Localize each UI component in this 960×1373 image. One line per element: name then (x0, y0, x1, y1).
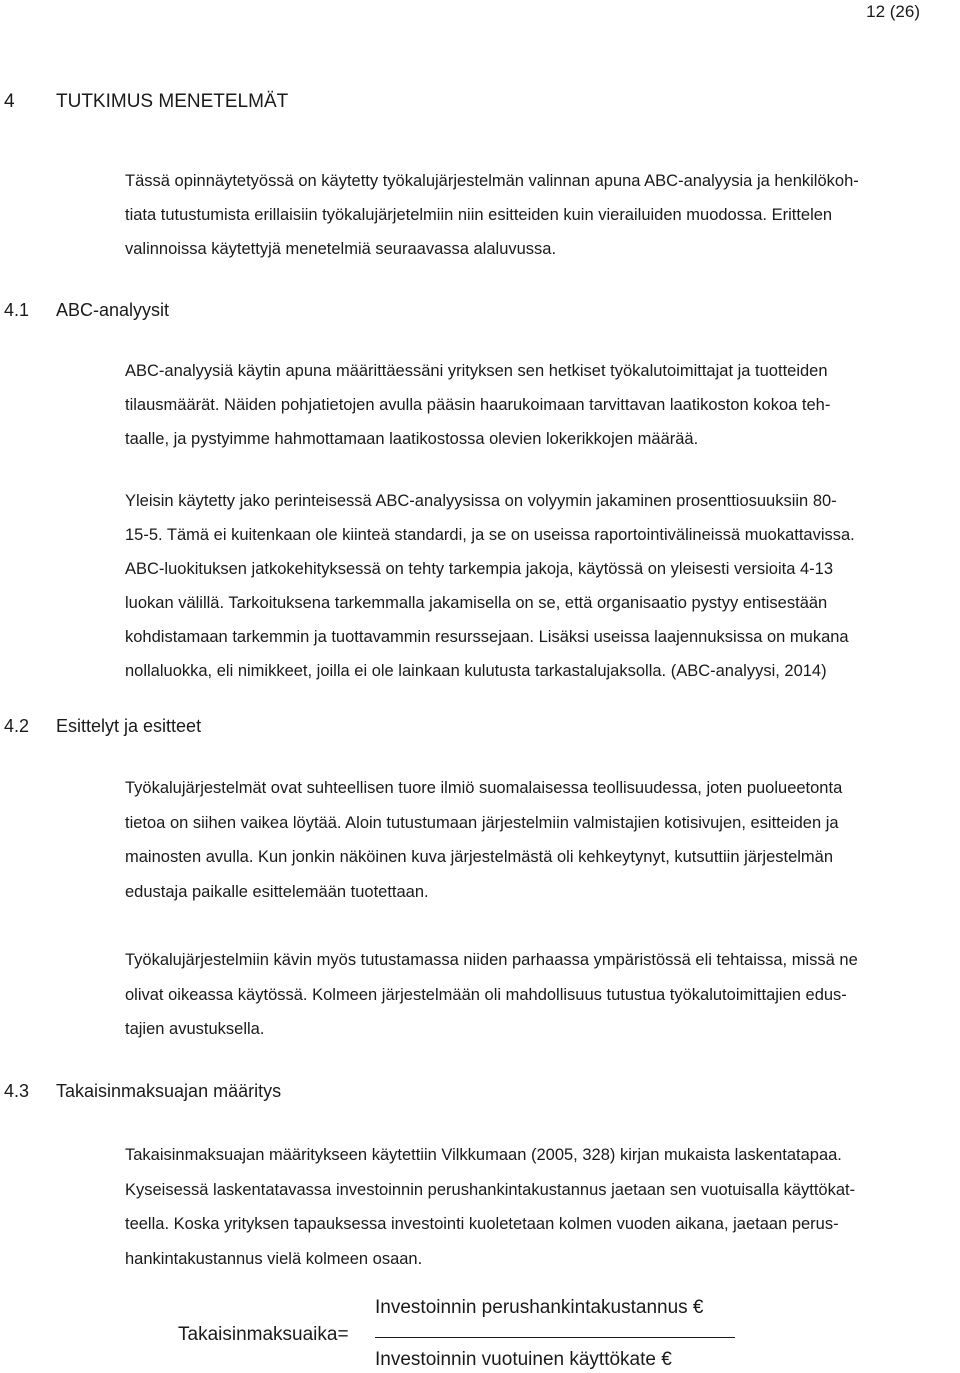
paragraph-line: Kyseisessä laskentatavassa investoinnin perushankintakustannus jaetaan sen vuotuisalla käyttökat- (125, 1180, 856, 1199)
section-4-2-paragraph-1 (125, 771, 945, 909)
fraction-bar (375, 1337, 735, 1338)
paragraph-line: Tässä opinnäytetyössä on käytetty työkalujärjestelmän valinnan apuna ABC-analyysia ja henkilökoh- (125, 172, 859, 190)
formula-denominator: Investoinnin vuotuinen käyttökate € (375, 1349, 672, 1370)
paragraph-line: tietoa on siihen vaikea löytää. Aloin tutustumaan järjestelmiin valmistajien kotisivujen, esitteiden ja (125, 813, 839, 832)
section-heading-4-2 (4, 716, 201, 737)
section-4-1-paragraph-1 (125, 354, 945, 456)
paragraph-line: nollaluokka, eli nimikkeet, joilla ei ole lainkaan kulutusta tarkastalujaksolla. (ABC-analyysi, 2014) (125, 662, 827, 680)
paragraph-line: ABC-luokituksen jatkokehityksessä on tehty tarkempia jakoja, käytössä on yleisesti versioita 4-13 (125, 560, 834, 578)
paragraph-line: Takaisinmaksuajan määritykseen käytettiin Vilkkumaan (2005, 328) kirjan mukaista laskentatapaa. (125, 1146, 842, 1164)
section-number: 4.3 (4, 1081, 30, 1101)
paragraph-line: luokan välillä. Tarkoituksena tarkemmalla jakamisella on se, että organisaatio pystyy entisestään (125, 594, 828, 612)
section-4-1-paragraph-2 (125, 484, 945, 688)
paragraph-line: taalle, ja pystyimme hahmottamaan laatikostossa olevien lokerikkojen määrää. (125, 430, 699, 448)
section-heading-4-3 (4, 1081, 281, 1102)
section-number: 4.1 (4, 300, 30, 320)
paragraph-line: hankintakustannus vielä kolmeen osaan. (125, 1249, 423, 1268)
paragraph-line: tiata tutustumista erillaisiin työkalujärjetelmiin niin esitteiden kuin vierailuiden muodossa. Erittelen (125, 206, 833, 224)
chapter-heading (4, 91, 288, 113)
paragraph-line: edustaja paikalle esittelemään tuotettaan. (125, 882, 429, 901)
paragraph-line: Työkalujärjestelmät ovat suhteellisen tuore ilmiö suomalaisessa teollisuudessa, joten puolueetonta (125, 779, 843, 797)
section-title: ABC-analyysit (56, 300, 170, 320)
section-title: Esittelyt ja esitteet (56, 716, 202, 736)
paragraph-line: kohdistamaan tarkemmin ja tuottavammin resurssejaan. Lisäksi useissa laajennuksissa on mukana (125, 628, 849, 646)
paragraph-line: mainosten avulla. Kun jonkin näköinen kuva järjestelmästä oli kehkeytynyt, kutsuttiin järjestelmän (125, 848, 834, 866)
paragraph-line: Työkalujärjestelmiin kävin myös tutustamassa niiden parhaassa ympäristössä eli tehtaissa, missä ne (125, 951, 858, 969)
paragraph-line: Yleisin käytetty jako perinteisessä ABC-analyysissa on volyymin jakaminen prosenttiosuuksiin 80- (125, 492, 837, 510)
section-number: 4.2 (4, 716, 30, 736)
paragraph-line: ABC-analyysiä käytin apuna määrittäessäni yrityksen sen hetkiset työkalutoimittajat ja tuotteiden (125, 362, 828, 380)
paragraph-line: tilausmäärät. Näiden pohjatietojen avulla pääsin haarukoimaan tarvittavan laatikoston kokoa teh- (125, 396, 831, 414)
intro-paragraph (125, 164, 945, 266)
formula-label: Takaisinmaksuaika= (178, 1324, 349, 1345)
section-heading-4-1 (4, 300, 169, 321)
chapter-title: TUTKIMUS MENETELMÄT (56, 91, 289, 112)
formula-numerator: Investoinnin perushankintakustannus € (375, 1297, 704, 1318)
section-4-3-paragraph-1 (125, 1138, 945, 1276)
paragraph-line: valinnoissa käytettyjä menetelmiä seuraavassa alaluvussa. (125, 240, 557, 258)
section-title: Takaisinmaksuajan määritys (56, 1081, 282, 1101)
section-4-2-paragraph-2 (125, 943, 945, 1047)
paragraph-line: teella. Koska yrityksen tapauksessa investointi kuoletetaan kolmen vuoden aikana, jaetaan perus- (125, 1215, 839, 1233)
paragraph-line: 15-5. Tämä ei kuitenkaan ole kiinteä standardi, ja se on useissa raportointivälineissä muokattavissa. (125, 526, 855, 544)
paragraph-line: olivat oikeassa käytössä. Kolmeen järjestelmään oli mahdollisuus tutustua työkalutoimittajien edus- (125, 985, 847, 1004)
page-number: 12 (26) (866, 2, 920, 21)
paragraph-line: tajien avustuksella. (125, 1020, 265, 1038)
chapter-number: 4 (4, 91, 15, 112)
